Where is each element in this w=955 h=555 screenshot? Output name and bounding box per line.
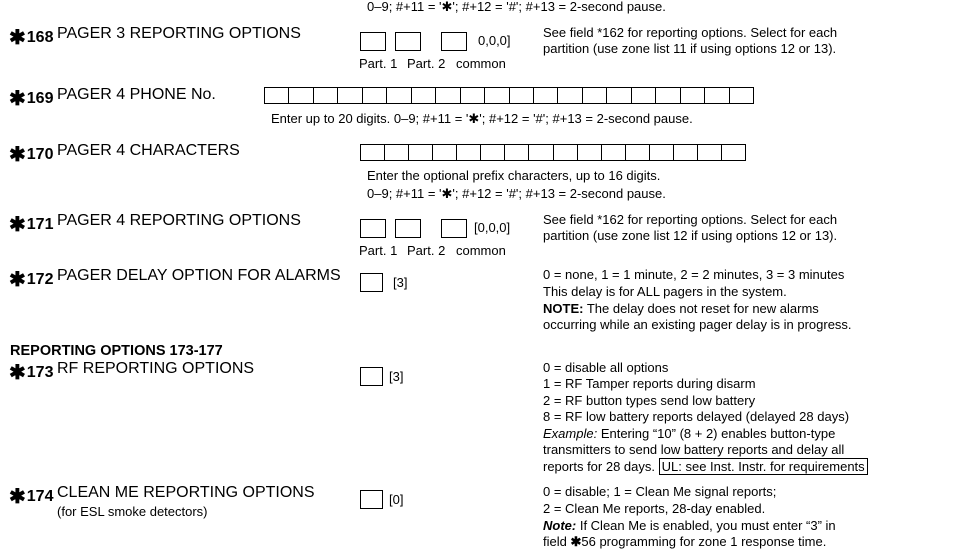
field-title-173: RF REPORTING OPTIONS xyxy=(57,360,255,377)
clean-me-note-line1 xyxy=(543,518,836,535)
pager4-phone-digit-boxes[interactable] xyxy=(264,87,754,104)
asterisk-icon: ✱ xyxy=(9,269,26,291)
field-number-label: 169 xyxy=(26,90,54,107)
delay-entry-box[interactable] xyxy=(360,273,383,292)
rf-option-1: 1 = RF Tamper reports during disarm xyxy=(543,376,756,391)
phone-hint: Enter up to 20 digits. 0–9; #+11 = '✱'; #+12 = '#'; #+13 = 2-second pause. xyxy=(271,111,693,126)
field-number-label: 173 xyxy=(26,364,54,381)
delay-note-line1 xyxy=(543,301,819,318)
example-text: reports for 28 days. xyxy=(543,459,659,474)
field-title-171: PAGER 4 REPORTING OPTIONS xyxy=(57,212,301,229)
rf-option-0: 0 = disable all options xyxy=(543,360,669,375)
description-171-line2: partition (use zone list 12 if using options 12 or 13). xyxy=(543,228,838,243)
field-number-170 xyxy=(9,142,53,167)
field-number-label: 170 xyxy=(26,146,54,163)
partition1-entry-box[interactable] xyxy=(360,219,386,238)
example-label: Example: xyxy=(543,426,598,441)
field-title-172: PAGER DELAY OPTION FOR ALARMS xyxy=(57,267,341,284)
rf-entry-box[interactable] xyxy=(360,367,383,386)
delay-note-line2: occurring while an existing pager delay is in progress. xyxy=(543,317,852,332)
note-text: If Clean Me is enabled, you must enter “3” in xyxy=(576,518,836,533)
caption-part1: Part. 1 xyxy=(359,243,398,258)
note-text: The delay does not reset for new alarms xyxy=(583,301,819,316)
asterisk-icon: ✱ xyxy=(9,362,26,384)
note-label: Note: xyxy=(543,518,577,533)
field-number-label: 174 xyxy=(26,488,54,505)
field-title-170: PAGER 4 CHARACTERS xyxy=(57,142,240,159)
pager4-characters-digit-boxes[interactable] xyxy=(360,144,746,161)
partition2-entry-box[interactable] xyxy=(395,219,421,238)
pager3-characters-hint: 0–9; #+11 = '✱'; #+12 = '#'; #+13 = 2-second pause. xyxy=(367,0,666,14)
common-entry-box[interactable] xyxy=(441,219,467,238)
field-number-173 xyxy=(9,360,53,385)
default-value-172: [3] xyxy=(393,275,408,290)
field-title-174: CLEAN ME REPORTING OPTIONS xyxy=(57,484,315,501)
characters-hint-line2: 0–9; #+11 = '✱'; #+12 = '#'; #+13 = 2-second pause. xyxy=(367,186,666,201)
rf-example-line1 xyxy=(543,426,835,443)
example-text: Entering “10” (8 + 2) enables button-type xyxy=(597,426,836,441)
partition2-entry-box[interactable] xyxy=(395,32,421,51)
partition1-entry-box[interactable] xyxy=(360,32,386,51)
characters-hint-line1: Enter the optional prefix characters, up to 16 digits. xyxy=(367,168,661,183)
default-value-174: [0] xyxy=(389,492,404,507)
description-168-line2: partition (use zone list 11 if using options 12 or 13). xyxy=(543,41,837,56)
clean-me-options-line2: 2 = Clean Me reports, 28-day enabled. xyxy=(543,501,766,516)
asterisk-icon: ✱ xyxy=(9,486,26,508)
field-subtitle-174: (for ESL smoke detectors) xyxy=(57,504,208,519)
default-value-171: [0,0,0] xyxy=(474,220,511,235)
common-entry-box[interactable] xyxy=(441,32,467,51)
default-value-168: 0,0,0] xyxy=(478,33,511,48)
field-number-label: 168 xyxy=(26,29,54,46)
description-171-line1: See field *162 for reporting options. Select for each xyxy=(543,212,838,227)
rf-example-line3 xyxy=(543,459,868,476)
field-number-169 xyxy=(9,86,53,111)
field-number-174 xyxy=(9,484,53,509)
note-text: field xyxy=(543,534,571,549)
section-heading: REPORTING OPTIONS 173-177 xyxy=(10,343,223,359)
ul-requirements-note: UL: see Inst. Instr. for requirements xyxy=(659,458,868,475)
asterisk-icon: ✱ xyxy=(9,27,26,49)
asterisk-icon: ✱ xyxy=(9,144,26,166)
clean-me-options-line1: 0 = disable; 1 = Clean Me signal reports; xyxy=(543,484,777,499)
delay-scope: This delay is for ALL pagers in the system. xyxy=(543,284,787,299)
rf-option-2: 2 = RF button types send low battery xyxy=(543,393,756,408)
caption-part2: Part. 2 xyxy=(407,56,446,71)
field-number-171 xyxy=(9,212,53,237)
clean-me-entry-box[interactable] xyxy=(360,490,383,509)
asterisk-icon: ✱ xyxy=(570,534,582,549)
field-number-label: 171 xyxy=(26,216,54,233)
caption-common: common xyxy=(456,56,506,71)
description-168-line1: See field *162 for reporting options. Select for each xyxy=(543,25,838,40)
default-value-173: [3] xyxy=(389,369,404,384)
asterisk-icon: ✱ xyxy=(9,214,26,236)
field-title-168: PAGER 3 REPORTING OPTIONS xyxy=(57,25,301,42)
field-number-label: 172 xyxy=(26,271,54,288)
delay-options: 0 = none, 1 = 1 minute, 2 = 2 minutes, 3 = 3 minutes xyxy=(543,267,845,282)
note-label: NOTE: xyxy=(543,301,584,316)
caption-common: common xyxy=(456,243,506,258)
field-title-169: PAGER 4 PHONE No. xyxy=(57,86,216,103)
caption-part2: Part. 2 xyxy=(407,243,446,258)
field-number-168 xyxy=(9,25,53,50)
field-number-172 xyxy=(9,267,53,292)
clean-me-note-line2 xyxy=(543,534,826,551)
rf-option-8: 8 = RF low battery reports delayed (delayed 28 days) xyxy=(543,409,850,424)
asterisk-icon: ✱ xyxy=(9,88,26,110)
rf-example-line2: transmitters to send low battery reports and delay all xyxy=(543,442,845,457)
caption-part1: Part. 1 xyxy=(359,56,398,71)
note-text: 56 programming for zone 1 response time. xyxy=(581,534,827,549)
